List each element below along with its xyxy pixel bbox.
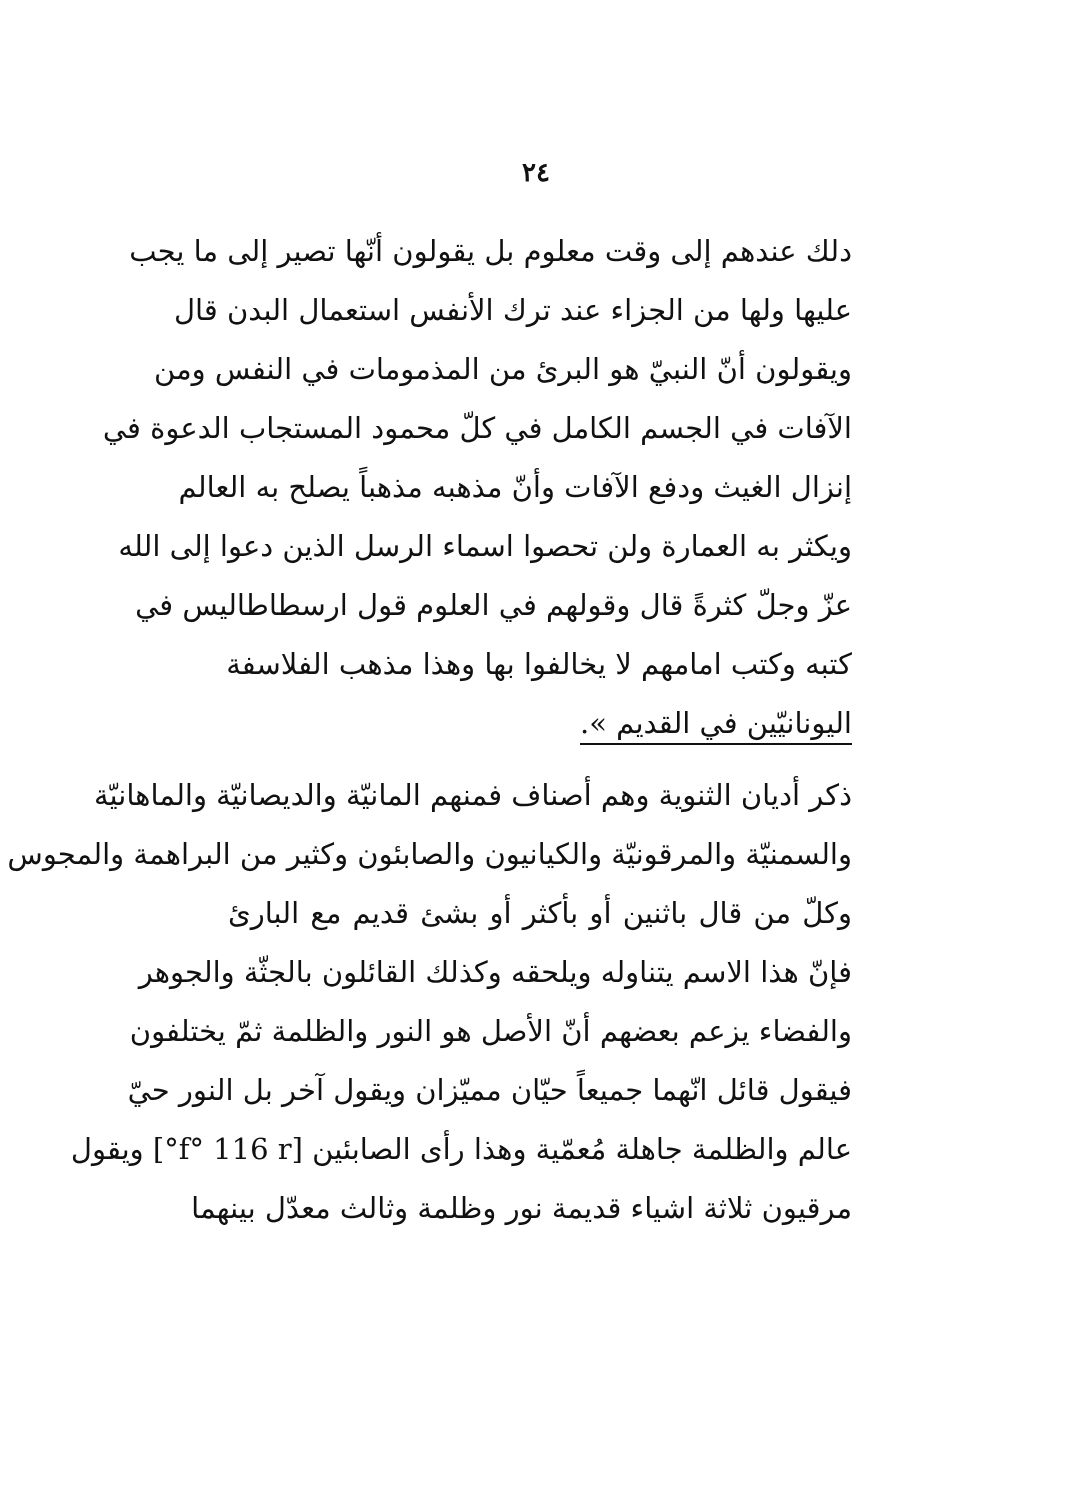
text-line: والسمنيّة والمرقونيّة والكيانيون والصابئون وكثير من البراهمة والمجوس <box>7 837 852 871</box>
underlined-phrase: اليونانيّين في القديم ». <box>580 705 852 745</box>
paragraph-2 <box>7 766 852 1238</box>
text-line: والفضاء يزعم بعضهم أنّ الأصل هو النور والظلمة ثمّ يختلفون <box>129 1014 852 1048</box>
text-line: كتبه وكتب امامهم لا يخالفوا بها وهذا مذهب الفلاسفة <box>226 647 852 681</box>
text-line: الآفات في الجسم الكامل في كلّ محمود المستجاب الدعوة في <box>102 411 852 445</box>
text-line: فإنّ هذا الاسم يتناوله ويلحقه وكذلك القائلون بالجثّة والجوهر <box>138 955 852 989</box>
text-line: عالم والظلمة جاهلة مُعمّية وهذا رأى الصابئين [f° 116 r°] ويقول <box>70 1132 852 1166</box>
text-line: وكلّ من قال باثنين أو بأكثر أو بشئ قديم مع البارئ <box>228 896 852 930</box>
page-number: ٢٤ <box>522 158 550 188</box>
text-line: ويقولون أنّ النبيّ هو البرئ من المذمومات في النفس ومن <box>154 352 852 386</box>
text-line: مرقيون ثلاثة اشياء قديمة نور وظلمة وثالث معدّل بينهما <box>191 1191 852 1225</box>
paragraph-1 <box>102 222 852 753</box>
text-line: عليها ولها من الجزاء عند ترك الأنفس استعمال البدن قال <box>173 293 852 327</box>
text-line-underlined <box>228 694 852 753</box>
text-line: فيقول قائل انّهما جميعاً حيّان مميّزان ويقول آخر بل النور حيّ <box>127 1073 852 1107</box>
text-line: ذكر أديان الثنوية وهم أصناف فمنهم المانيّة والديصانيّة والماهانيّة <box>93 778 852 812</box>
text-line: عزّ وجلّ كثرةً قال وقولهم في العلوم قول ارسطاطاليس في <box>135 588 852 622</box>
text-line: ويكثر به العمارة ولن تحصوا اسماء الرسل الذين دعوا إلى الله <box>118 529 852 563</box>
text-line: دلك عندهم إلى وقت معلوم بل يقولون أنّها تصير إلى ما يجب <box>129 234 852 268</box>
text-line: إنزال الغيث ودفع الآفات وأنّ مذهبه مذهباً يصلح به العالم <box>178 470 852 504</box>
